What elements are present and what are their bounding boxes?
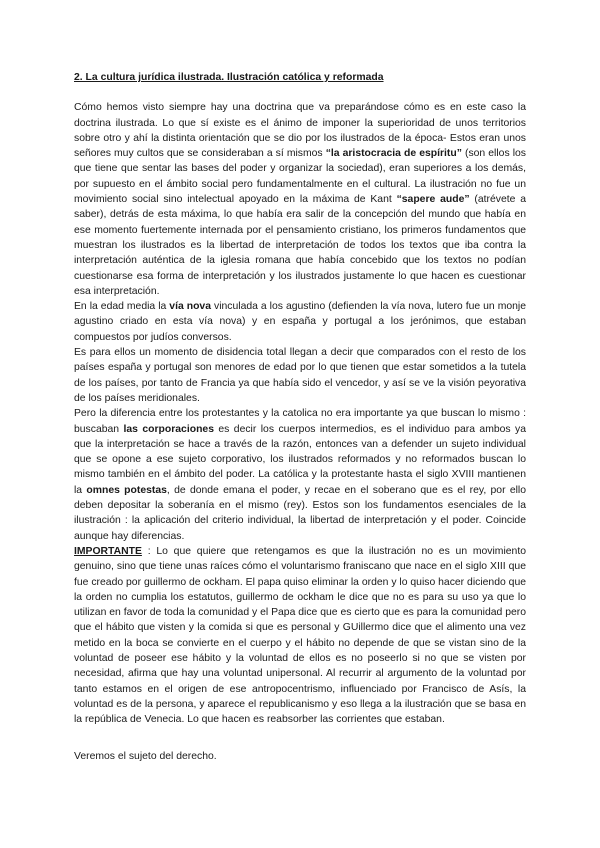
paragraph-disidencia: Es para ellos un momento de disidencia total llegan a decir que comparados con el resto de los países españa y portugal son menores de edad por lo que tienen que estar sometidos a la tutela de los países, por tanto de Francia ya que había sido el vencedor, y así se ve la visión peyorativa de los países meridionales. (74, 347, 526, 404)
text-run: Cómo hemos visto siempre hay una doctrina que va preparándose cómo es en este caso la doctrina ilustrada. Lo que sí existe es el ánimo de imponer la superioridad de unos territorios sobre otro y ahí la distinta orientación que se dio por los ilustrados de la época- Estos eran unos señores muy cultos que se consideraban a sí mismos (74, 102, 526, 160)
paragraph-importante (74, 544, 526, 728)
emphasis-omnes-potestas: omnes potestas (86, 484, 167, 496)
paragraph-via-nova (74, 299, 526, 345)
emphasis-via-nova: vía nova (169, 301, 211, 313)
paragraph-corporaciones (74, 406, 526, 544)
emphasis-aristocracia: “la aristocracia de espíritu” (325, 148, 462, 160)
text-run: vinculada a los agustino (defienden la vía nova, lutero fue un monje agustino criado en esta vía nova) y en españa y portugal a los jerónimos, que estaban compuestos por judíos conversos. (74, 301, 526, 343)
text-run: Pero la diferencia entre los protestantes y la catolica no era importante ya que buscan lo mismo : buscaban (74, 408, 526, 435)
text-run: : Lo que quiere que retengamos es que la ilustración no es un movimiento genuino, sino que tiene unas raíces cómo el voluntarismo franiscano que nace en el siglo XIII que fue creado por guillermo de ockham. El papa quiso eliminar la orden y lo quiso hacer diciendo que la orden no cumplia los estatutos, guillermo de ockham le dice que no es para su uso ya que lo utilizan en favor de toda la comunidad y el Papa dice que es cierto que es para la comunidad pero que el hábito que visten y la comida si que es personal y GUillermo dice que el alimento una vez metido en la boca se convierte en el cuerpo y el hábito no depende de que se vistan sino de la voluntad de poseer ese hábito y la voluntad de ellos es no poseerlo si no que se visten por necesidad, afirma que hay una voluntad unipersonal. Al recurrir al argumento de la voluntad por tanto estamos en el origen de ese antropocentrismo, influenciado por Francisco de Asís, la voluntad es de la persona, y aparece el republicanismo y eso llega a la ilustración que se basa en la república de Venecia. Lo que hacen es reabsorber las corrientes que estaban. (74, 545, 526, 726)
importante-label: IMPORTANTE (74, 545, 142, 557)
paragraph-closing: Veremos el sujeto del derecho. (74, 751, 217, 763)
emphasis-sapere-aude: “sapere aude” (396, 194, 470, 206)
emphasis-corporaciones: las corporaciones (123, 423, 214, 435)
paragraph-intro (74, 100, 526, 299)
text-run: (son ellos los que tiene que sentar las bases del poder y organizar la sociedad), eran superiores a los demás, por supuesto en el ámbito social pero fundamentalmente en el cultural. La ilustración no fue un movimiento social sino intelectual apoyado en la máxima de Kant (74, 148, 526, 206)
text-run: (atrévete a saber), detrás de esta máxima, lo que había era salir de la concepción del mundo que había en ese momento fuertemente internada por el pensamiento cristiano, los primeros fundamentos que muestran los ilustrados es la libertad de interpretación de todos los textos que iba contra la interpretación auténtica de la iglesia romana que había concebido que los textos no podían cuestionarse esa forma de interpretación y los ilustrados justamente lo que hacen es cuestionar esa interpretación. (74, 194, 526, 297)
document-body (74, 70, 526, 765)
section-heading: 2. La cultura jurídica ilustrada. Ilustración católica y reformada (74, 72, 384, 83)
text-run: es decir los cuerpos intermedios, es el individuo para ambos ya que la interpretación se hace a través de la razón, entonces van a defender un sujeto individual que se opone a ese sujeto corporativo, los ilustrados reformados y no reformados buscan lo mismo también en el ámbito del poder. La católica y la protestante hasta el siglo XVIII mantienen la (74, 423, 527, 496)
text-run: En la edad media la (74, 301, 170, 313)
text-run: , de donde emana el poder, y recae en el soberano que es el rey, por ello deben depositar la soberanía en el mismo (rey). Estos son los fundamentos esenciales de la ilustración : la aplicación del criterio individual, la libertad de interpretación y el poder. Coincide aunque hay diferencias. (74, 484, 526, 542)
